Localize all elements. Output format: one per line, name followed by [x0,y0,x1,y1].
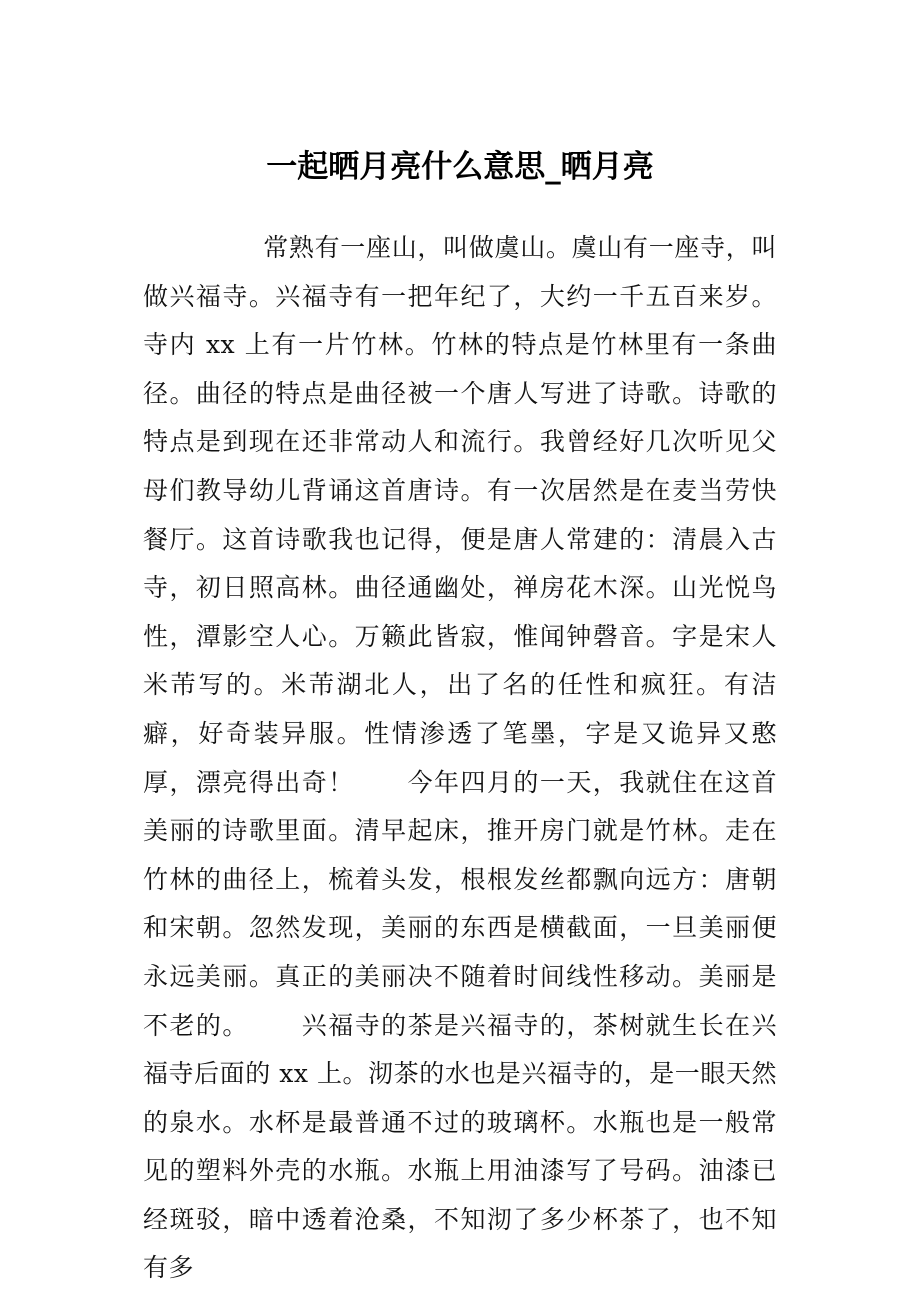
body-text [143,224,777,1293]
paragraph-2: 今年四月的一天，我就住在这首美丽的诗歌里面。清早起床，推开房门就是竹林。走在竹林的曲径上，梳着头发，根根发丝都飘向远方：唐朝和宋朝。忽然发现，美丽的东西是横截面，一旦美丽便永远美丽。真正的美丽决不随着时间线性移动。美丽是不老的。 [143,767,777,1040]
paragraph-1: 常熟有一座山，叫做虞山。虞山有一座寺，叫做兴福寺。兴福寺有一把年纪了，大约一千五百来岁。寺内 xx 上有一片竹林。竹林的特点是竹林里有一条曲径。曲径的特点是曲径被一个唐人写进了诗歌。诗歌的特点是到现在还非常动人和流行。我曾经好几次听见父母们教导幼儿背诵这首唐诗。有一次居然是在麦当劳快餐厅。这首诗歌我也记得，便是唐人常建的：清晨入古寺，初日照高林。曲径通幽处，禅房花木深。山光悦鸟性，潭影空人心。万籁此皆寂，惟闻钟磬音。字是宋人米芾写的。米芾湖北人，出了名的任性和疯狂。有洁癖，好奇装异服。性情渗透了笔墨，字是又诡异又憨厚，漂亮得出奇！ [143,233,777,797]
page-title: 一起晒月亮什么意思_晒月亮 [266,149,654,185]
paragraph-3: 兴福寺的茶是兴福寺的，茶树就生长在兴福寺后面的 xx 上。沏茶的水也是兴福寺的，是一眼天然的泉水。水杯是最普通不过的玻璃杯。水瓶也是一般常见的塑料外壳的水瓶。水瓶上用油漆写了号码。油漆已经斑驳，暗中透着沧桑，不知沏了多少杯茶了，也不知有多 [143,1010,777,1283]
